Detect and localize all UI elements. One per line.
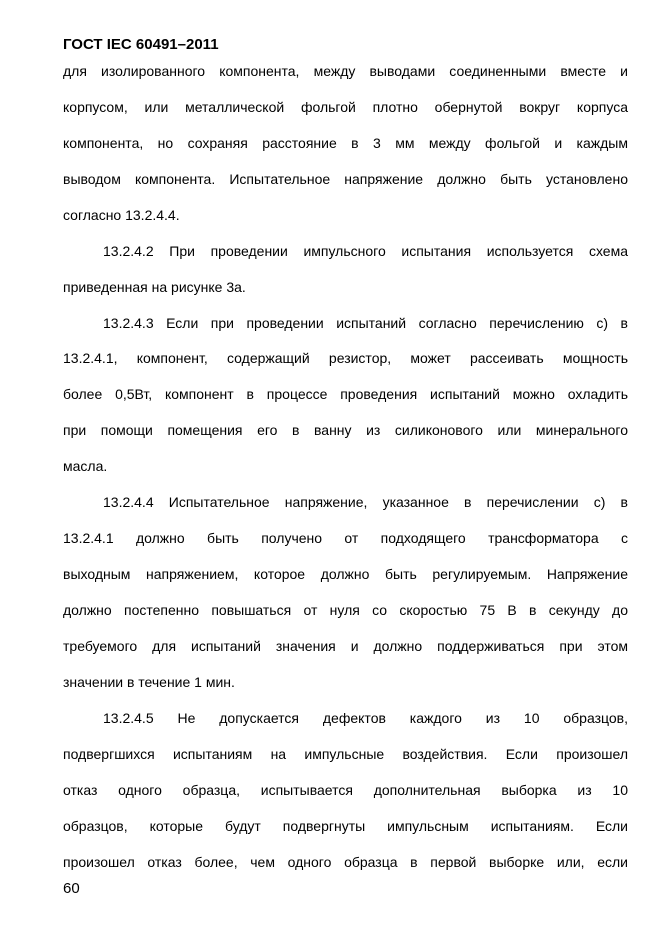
body-line: корпусом, или металлической фольгой плотно обернутой вокруг корпуса [63,99,628,115]
body-line: 13.2.4.1, компонент, содержащий резистор, может рассеивать мощность [63,350,628,366]
body-line: выводом компонента. Испытательное напряжение должно быть установлено [63,171,628,187]
body-line: для изолированного компонента, между выводами соединенными вместе и [63,63,628,79]
paragraph-13-2-4-5: 13.2.4.5 Не допускается дефектов каждого из 10 образцов, [103,710,628,726]
body-line: выходным напряжением, которое должно быть регулируемым. Напряжение [63,566,628,582]
document-header: ГОСТ IEC 60491–2011 [63,36,219,53]
body-line: 13.2.4.1 должно быть получено от подходящего трансформатора с [63,530,628,546]
paragraph-13-2-4-2: 13.2.4.2 При проведении импульсного испытания используется схема [103,243,628,259]
body-line: значении в течение 1 мин. [63,674,235,690]
paragraph-13-2-4-4: 13.2.4.4 Испытательное напряжение, указанное в перечислении с) в [103,494,628,510]
body-line: произошел отказ более, чем одного образца в первой выборке или, если [63,854,628,870]
body-line: компонента, но сохраняя расстояние в 3 мм между фольгой и каждым [63,135,628,151]
body-line: подвергшихся испытаниям на импульсные воздействия. Если произошел [63,746,628,762]
body-line: приведенная на рисунке 3а. [63,279,246,295]
body-line: масла. [63,458,108,474]
body-line: требуемого для испытаний значения и должно поддерживаться при этом [63,638,628,654]
body-line: при помощи помещения его в ванну из силиконового или минерального [63,422,628,438]
body-line: образцов, которые будут подвергнуты импульсным испытаниям. Если [63,818,628,834]
body-line: должно постепенно повышаться от нуля со скоростью 75 В в секунду до [63,602,628,618]
body-line: более 0,5Вт, компонент в процессе проведения испытаний можно охладить [63,386,628,402]
body-line: отказ одного образца, испытывается дополнительная выборка из 10 [63,782,628,798]
body-line: согласно 13.2.4.4. [63,207,180,223]
paragraph-13-2-4-3: 13.2.4.3 Если при проведении испытаний согласно перечислению с) в [103,315,628,331]
page-number: 60 [63,880,80,897]
